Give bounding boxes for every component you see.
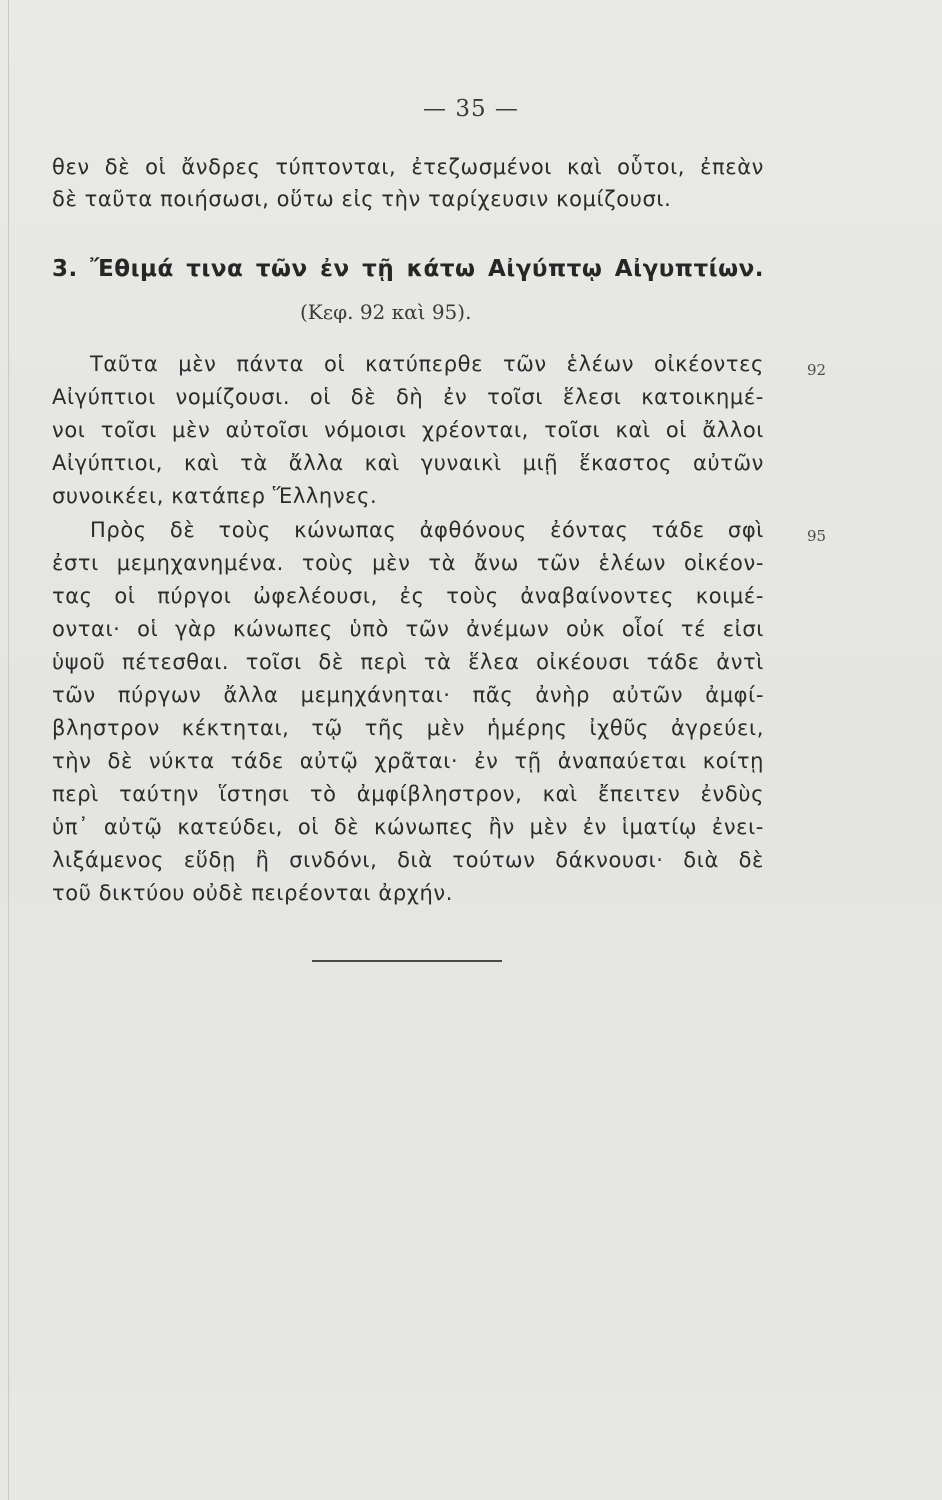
text-line: ονται· οἱ γὰρ κώνωπες ὑπὸ τῶν ἀνέμων οὐκ οἷοί τέ εἰσι bbox=[52, 617, 764, 641]
text-line: τας οἱ πύργοι ὠφελέουσι, ἐς τοὺς ἀναβαίνοντες κοιμέ- bbox=[52, 584, 764, 608]
text-line: Αἰγύπτιοι νομίζουσι. οἱ δὲ δὴ ἐν τοῖσι ἕλεσι κατοικημέ- bbox=[52, 385, 764, 409]
margin-chapter-number: 92 bbox=[807, 361, 827, 379]
text-line: ἐστι μεμηχανημένα. τοὺς μὲν τὰ ἄνω τῶν ἑλέων οἰκέον- bbox=[52, 551, 764, 575]
text-line: βληστρον κέκτηται, τῷ τῆς μὲν ἡμέρης ἰχθῦς ἀγρεύει, bbox=[52, 716, 764, 740]
text-line: ὑψοῦ πέτεσθαι. τοῖσι δὲ περὶ τὰ ἕλεα οἰκέουσι τάδε ἀντὶ bbox=[52, 650, 764, 674]
section-heading: 3. Ἔθιμά τινα τῶν ἐν τῇ κάτω Αἰγύπτῳ Αἰγυπτίων. bbox=[52, 256, 764, 282]
margin-chapter-number: 95 bbox=[807, 527, 827, 545]
text-line: Αἰγύπτιοι, καὶ τὰ ἄλλα καὶ γυναικὶ μιῇ ἕκαστος αὐτῶν bbox=[52, 451, 764, 475]
page-number: — 35 — bbox=[423, 96, 519, 122]
text-line: λιξάμενος εὕδῃ ἢ σινδόνι, διὰ τούτων δάκνουσι· διὰ δὲ bbox=[52, 848, 764, 872]
text-line: δὲ ταῦτα ποιήσωσι, οὕτω εἰς τὴν ταρίχευσιν κομίζουσι. bbox=[52, 187, 672, 211]
text-line: Ταῦτα μὲν πάντα οἱ κατύπερθε τῶν ἑλέων οἰκέοντες bbox=[90, 352, 764, 376]
text-line: θεν δὲ οἱ ἄνδρες τύπτονται, ἐτεζωσμένοι καὶ οὗτοι, ἐπεὰν bbox=[52, 155, 764, 179]
text-line: νοι τοῖσι μὲν αὐτοῖσι νόμοισι χρέονται, τοῖσι καὶ οἱ ἄλλοι bbox=[52, 418, 764, 442]
page-edge-line bbox=[8, 0, 9, 1500]
text-line: Πρὸς δὲ τοὺς κώνωπας ἀφθόνους ἐόντας τάδε σφὶ bbox=[90, 518, 764, 542]
chapter-reference: (Κεφ. 92 καὶ 95). bbox=[300, 300, 472, 324]
text-line: περὶ ταύτην ἵστησι τὸ ἀμφίβληστρον, καὶ ἔπειτεν ἐνδὺς bbox=[52, 782, 764, 806]
text-line: ὑπ᾿ αὐτῷ κατεύδει, οἱ δὲ κώνωπες ἢν μὲν ἐν ἱματίῳ ἐνει- bbox=[52, 815, 764, 839]
text-line: συνοικέει, κατάπερ Ἕλληνες. bbox=[52, 484, 378, 508]
section-end-rule bbox=[312, 960, 502, 962]
text-line: τῶν πύργων ἄλλα μεμηχάνηται· πᾶς ἀνὴρ αὐτῶν ἀμφί- bbox=[52, 683, 764, 707]
text-line: τὴν δὲ νύκτα τάδε αὐτῷ χρᾶται· ἐν τῇ ἀναπαύεται κοίτῃ bbox=[52, 749, 764, 773]
text-line: τοῦ δικτύου οὐδὲ πειρέονται ἀρχήν. bbox=[52, 881, 454, 905]
